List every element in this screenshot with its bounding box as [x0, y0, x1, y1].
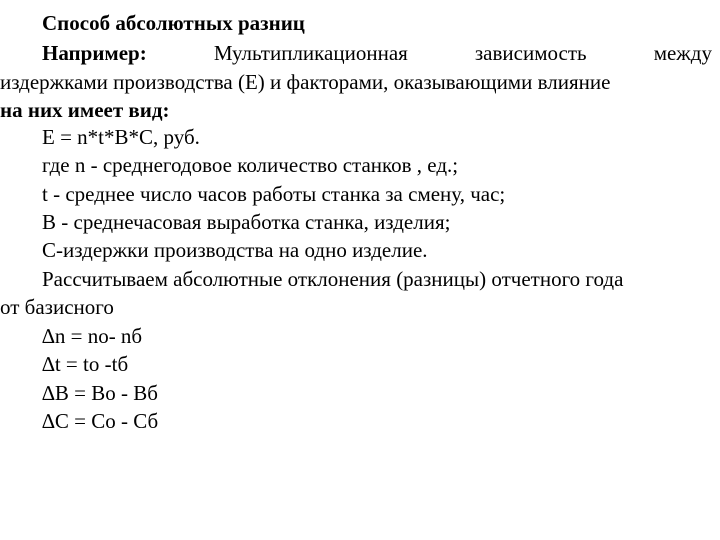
definition-t: t - среднее число часов работы станка за смену, час;: [42, 182, 506, 206]
delta-n: ∆n = nо- nб: [42, 324, 143, 348]
intro-label: Например:: [42, 41, 147, 65]
definition-n: где n - среднегодовое количество станков , ед.;: [42, 153, 459, 177]
delta-t: ∆t = tо -tб: [42, 352, 129, 376]
delta-c: ∆С = Со - Сб: [42, 409, 159, 433]
intro-line-3: на них имеет вид:: [0, 98, 170, 122]
intro-word-1: Мультипликационная: [213, 41, 408, 65]
calc-line-1: Рассчитываем абсолютные отклонения (разницы) отчетного года: [42, 267, 624, 291]
intro-word-3: между: [653, 41, 712, 65]
doc-title: Способ абсолютных разниц: [42, 11, 305, 35]
definition-b: В - среднечасовая выработка станка, изделия;: [42, 210, 451, 234]
intro-line-1: [42, 40, 712, 66]
formula: Е = n*t*B*C, руб.: [42, 125, 200, 149]
delta-b: ∆В = Во - Вб: [42, 381, 158, 405]
definition-c: С-издержки производства на одно изделие.: [42, 238, 428, 262]
intro-word-2: зависимость: [474, 41, 587, 65]
calc-line-2: от базисного: [0, 295, 114, 319]
intro-line-2: издержками производства (Е) и факторами, оказывающими влияние: [0, 70, 611, 94]
